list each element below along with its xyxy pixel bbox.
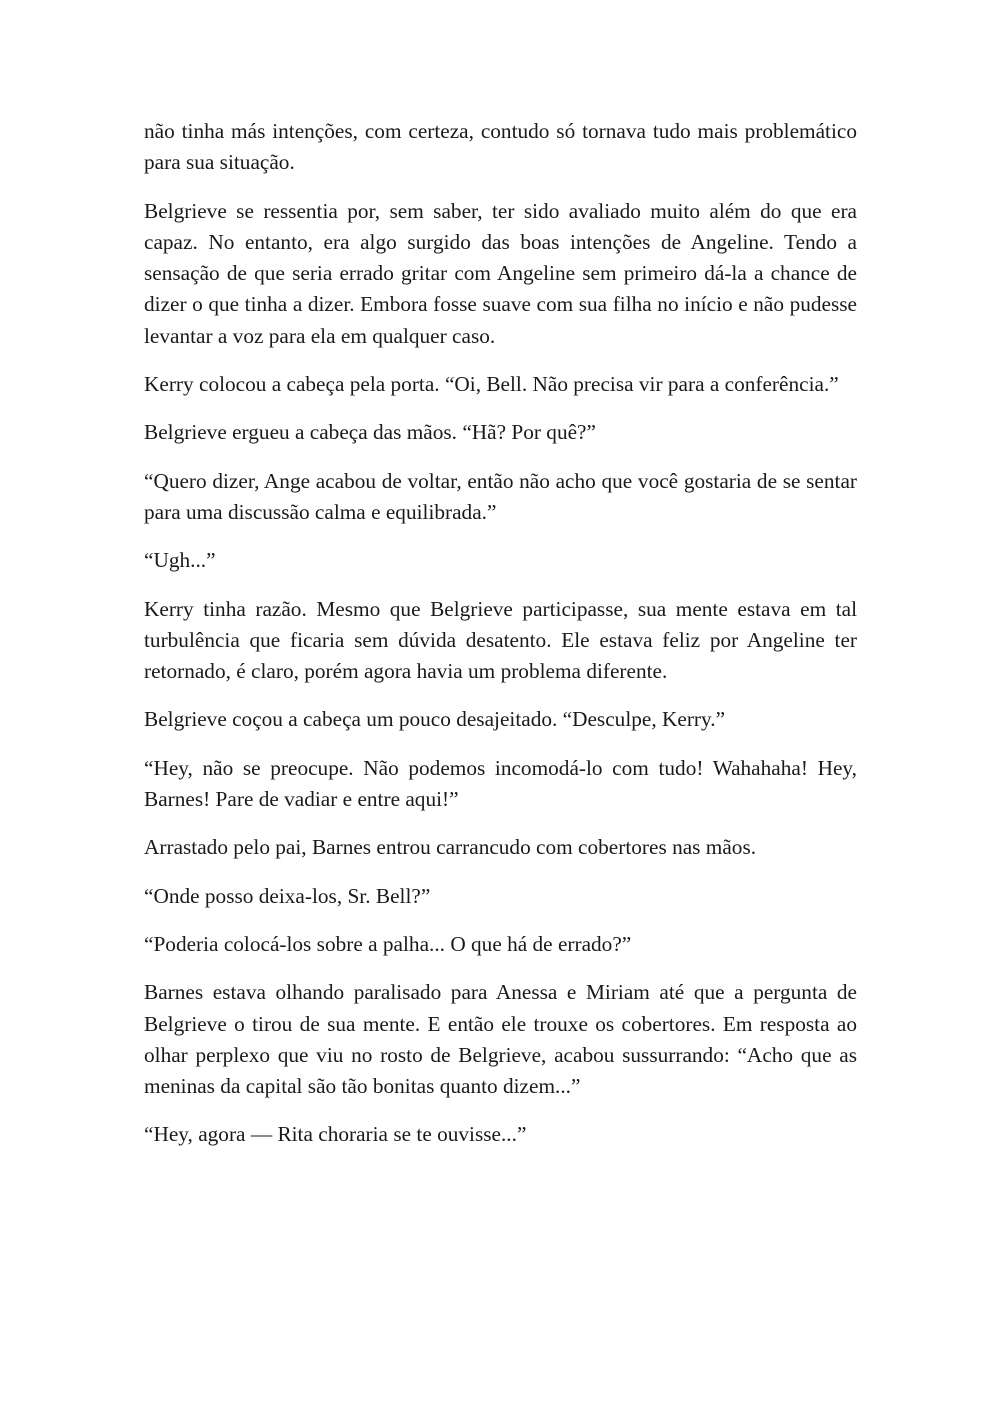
paragraph: “Hey, agora — Rita choraria se te ouvisse...” (144, 1122, 527, 1147)
paragraph: “Poderia colocá-los sobre a palha... O que há de errado?” (144, 931, 632, 956)
paragraph: Belgrieve coçou a cabeça um pouco desajeitado. “Desculpe, Kerry.” (144, 707, 726, 732)
paragraph: Barnes estava olhando paralisado para Anessa e Miriam até que a pergunta de Belgrieve o tirou de sua mente. E então ele trouxe os cobertores. Em resposta ao olhar perplexo que viu no rosto de Belgrieve, acabou sussurrando: “Acho que as meninas da capital são tão bonitas quanto dizem...” (144, 980, 857, 1099)
paragraph: “Quero dizer, Ange acabou de voltar, então não acho que você gostaria de se sentar para uma discussão calma e equilibrada.” (144, 468, 857, 524)
paragraph: Belgrieve se ressentia por, sem saber, ter sido avaliado muito além do que era capaz. No entanto, era algo surgido das boas intenções de Angeline. Tendo a sensação de que seria errado gritar com Angeline sem primeiro dá-la a chance de dizer o que tinha a dizer. Embora fosse suave com sua filha no início e não pudesse levantar a voz para ela em qualquer caso. (144, 198, 857, 348)
paragraph: não tinha más intenções, com certeza, contudo só tornava tudo mais problemático para sua situação. (144, 119, 857, 175)
paragraph: Belgrieve ergueu a cabeça das mãos. “Hã? Por quê?” (144, 420, 596, 445)
paragraph: Kerry colocou a cabeça pela porta. “Oi, Bell. Não precisa vir para a conferência.” (144, 372, 839, 397)
paragraph: “Hey, não se preocupe. Não podemos incomodá-lo com tudo! Wahahaha! Hey, Barnes! Pare de vadiar e entre aqui!” (144, 755, 857, 812)
page-body (144, 116, 857, 1168)
paragraph: Kerry tinha razão. Mesmo que Belgrieve participasse, sua mente estava em tal turbulência que ficaria sem dúvida desatento. Ele estava feliz por Angeline ter retornado, é claro, porém agora havia um problema diferente. (144, 596, 857, 684)
paragraph: “Ugh...” (144, 548, 216, 573)
paragraph: “Onde posso deixa-los, Sr. Bell?” (144, 883, 431, 908)
paragraph: Arrastado pelo pai, Barnes entrou carrancudo com cobertores nas mãos. (144, 835, 757, 860)
